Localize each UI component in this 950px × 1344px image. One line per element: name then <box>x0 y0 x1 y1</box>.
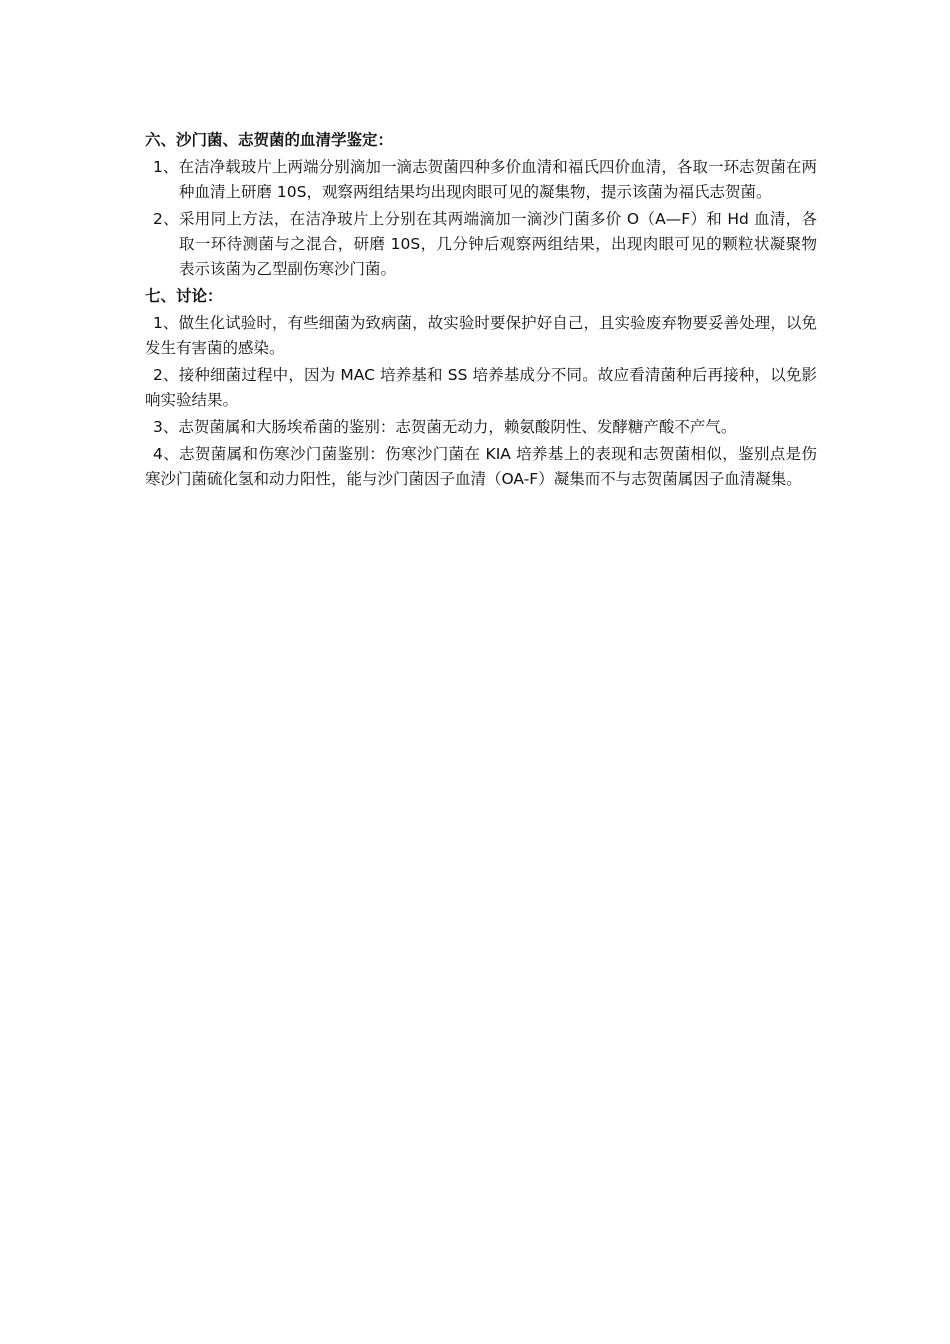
discussion-paragraph: 4、志贺菌属和伤寒沙门菌鉴别：伤寒沙门菌在 KIA 培养基上的表现和志贺菌相似，鉴别点是伤寒沙门菌硫化氢和动力阳性，能与沙门菌因子血清（OA-F）凝集而不与志贺菌属因子血清凝集。 <box>145 445 817 488</box>
section-heading-discussion: 七、讨论： <box>145 287 223 305</box>
list-item-text: 在洁净载玻片上两端分别滴加一滴志贺菌四种多价血清和福氏四价血清，各取一环志贺菌在两种血清上研磨 10S，观察两组结果均出现肉眼可见的凝集物，提示该菌为福氏志贺菌。 <box>178 158 817 201</box>
section-heading-serology: 六、沙门菌、志贺菌的血清学鉴定： <box>145 131 394 149</box>
list-item-number: 2、 <box>153 210 179 228</box>
discussion-paragraph: 1、做生化试验时，有些细菌为致病菌，故实验时要保护好自己，且实验废弃物要妥善处理，以免发生有害菌的感染。 <box>145 314 817 357</box>
list-item <box>145 155 817 205</box>
document-page <box>145 128 817 494</box>
list-item-text: 采用同上方法，在洁净玻片上分别在其两端滴加一滴沙门菌多价 O（A—F）和 Hd 血清，各取一环待测菌与之混合，研磨 10S，几分钟后观察两组结果，出现肉眼可见的颗粒状凝聚物表示该菌为乙型副伤寒沙门菌。 <box>178 210 817 278</box>
list-item <box>145 207 817 282</box>
list-item-number: 1、 <box>153 158 179 176</box>
discussion-paragraph: 2、接种细菌过程中，因为 MAC 培养基和 SS 培养基成分不同。故应看清菌种后再接种，以免影响实验结果。 <box>145 366 817 409</box>
discussion-paragraph: 3、志贺菌属和大肠埃希菌的鉴别：志贺菌无动力，赖氨酸阴性、发酵糖产酸不产气。 <box>153 418 737 436</box>
